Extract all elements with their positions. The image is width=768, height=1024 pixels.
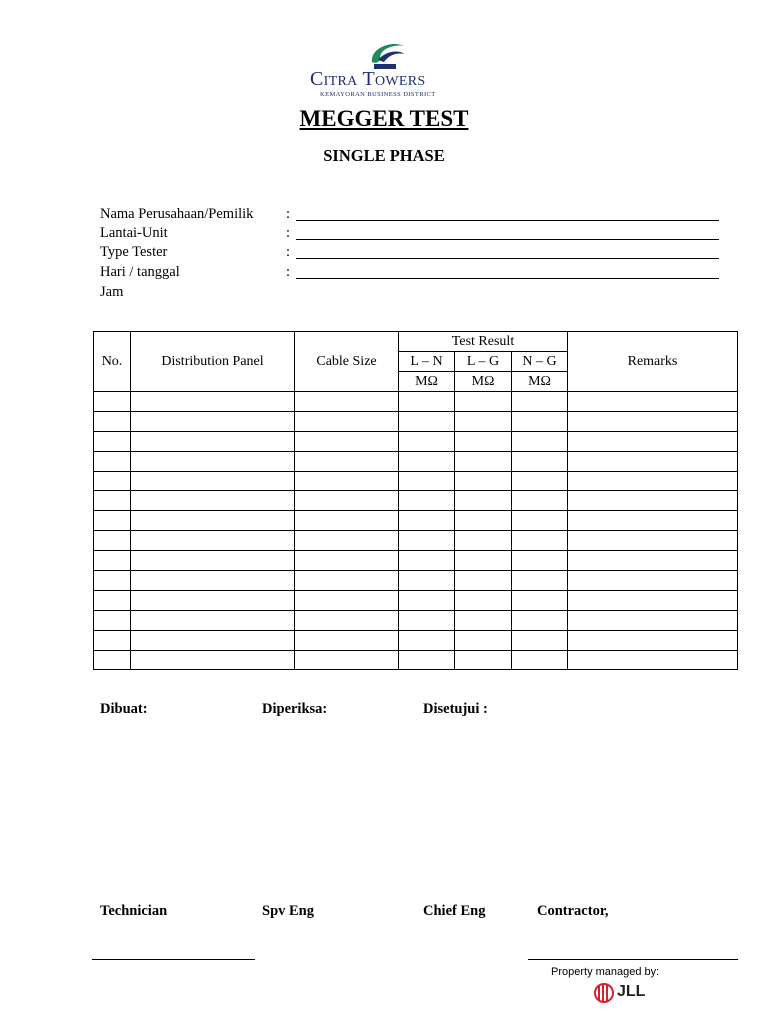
cell-remarks[interactable] <box>568 650 738 670</box>
cell-l-n[interactable] <box>399 411 455 431</box>
cell-cable[interactable] <box>295 451 399 471</box>
cell-cable[interactable] <box>295 610 399 630</box>
cell-remarks[interactable] <box>568 491 738 511</box>
cell-remarks[interactable] <box>568 392 738 412</box>
table-row <box>94 451 738 471</box>
cell-n-g[interactable] <box>512 650 568 670</box>
table-row <box>94 471 738 491</box>
cell-l-n[interactable] <box>399 571 455 591</box>
cell-l-g[interactable] <box>455 451 512 471</box>
table-row <box>94 551 738 571</box>
field-floor-unit-colon: : <box>286 225 291 241</box>
cell-no[interactable] <box>94 630 131 650</box>
cell-n-g[interactable] <box>512 610 568 630</box>
table-row <box>94 431 738 451</box>
cell-n-g[interactable] <box>512 551 568 571</box>
cell-no[interactable] <box>94 571 131 591</box>
cell-l-g[interactable] <box>455 630 512 650</box>
cell-panel[interactable] <box>131 610 295 630</box>
cell-no[interactable] <box>94 650 131 670</box>
cell-remarks[interactable] <box>568 531 738 551</box>
cell-remarks[interactable] <box>568 471 738 491</box>
cell-n-g[interactable] <box>512 451 568 471</box>
cell-l-n[interactable] <box>399 471 455 491</box>
table-row <box>94 511 738 531</box>
cell-l-n[interactable] <box>399 511 455 531</box>
header-distribution-panel: Distribution Panel <box>131 332 295 392</box>
header-l-n: L – N <box>399 352 455 372</box>
table-body <box>94 392 738 670</box>
cell-l-g[interactable] <box>455 471 512 491</box>
cell-cable[interactable] <box>295 511 399 531</box>
cell-cable[interactable] <box>295 630 399 650</box>
citra-towers-logo <box>300 38 468 104</box>
cell-no[interactable] <box>94 471 131 491</box>
logo-swirl-icon <box>372 44 404 69</box>
cell-n-g[interactable] <box>512 392 568 412</box>
cell-l-g[interactable] <box>455 392 512 412</box>
cell-n-g[interactable] <box>512 531 568 551</box>
field-date-label: Hari / tanggal <box>100 264 180 280</box>
cell-cable[interactable] <box>295 650 399 670</box>
cell-n-g[interactable] <box>512 571 568 591</box>
header-no: No. <box>94 332 131 392</box>
cell-cable[interactable] <box>295 471 399 491</box>
unit-l-g: MΩ <box>455 372 512 392</box>
cell-cable[interactable] <box>295 531 399 551</box>
cell-no[interactable] <box>94 451 131 471</box>
cell-l-g[interactable] <box>455 411 512 431</box>
cell-n-g[interactable] <box>512 630 568 650</box>
cell-panel[interactable] <box>131 650 295 670</box>
header-l-g: L – G <box>455 352 512 372</box>
cell-l-n[interactable] <box>399 630 455 650</box>
approval-made-by: Dibuat: <box>100 701 148 717</box>
cell-remarks[interactable] <box>568 571 738 591</box>
cell-remarks[interactable] <box>568 411 738 431</box>
signature-line-left <box>92 959 255 960</box>
cell-no[interactable] <box>94 531 131 551</box>
cell-panel[interactable] <box>131 431 295 451</box>
field-floor-unit-label: Lantai-Unit <box>100 225 168 241</box>
signature-line-right <box>528 959 738 960</box>
field-tester-type-colon: : <box>286 244 291 260</box>
cell-cable[interactable] <box>295 431 399 451</box>
cell-remarks[interactable] <box>568 431 738 451</box>
logo-wordmark: Citra Towers <box>310 68 426 90</box>
cell-l-n[interactable] <box>399 531 455 551</box>
cell-no[interactable] <box>94 610 131 630</box>
cell-panel[interactable] <box>131 411 295 431</box>
cell-panel[interactable] <box>131 511 295 531</box>
cell-no[interactable] <box>94 511 131 531</box>
document-title: MEGGER TEST <box>299 106 469 131</box>
unit-n-g: MΩ <box>512 372 568 392</box>
cell-l-n[interactable] <box>399 551 455 571</box>
logo-tagline: KEMAYORAN BUSINESS DISTRICT <box>320 91 436 98</box>
cell-n-g[interactable] <box>512 471 568 491</box>
cell-remarks[interactable] <box>568 610 738 630</box>
cell-cable[interactable] <box>295 551 399 571</box>
cell-panel[interactable] <box>131 590 295 610</box>
field-tester-type-line <box>296 258 719 259</box>
field-company-line <box>296 220 719 221</box>
header-cable-size: Cable Size <box>295 332 399 392</box>
cell-panel[interactable] <box>131 571 295 591</box>
cell-l-g[interactable] <box>455 650 512 670</box>
cell-remarks[interactable] <box>568 630 738 650</box>
cell-remarks[interactable] <box>568 551 738 571</box>
cell-l-n[interactable] <box>399 590 455 610</box>
cell-l-g[interactable] <box>455 610 512 630</box>
cell-cable[interactable] <box>295 411 399 431</box>
cell-l-n[interactable] <box>399 610 455 630</box>
cell-cable[interactable] <box>295 491 399 511</box>
approval-checked-by: Diperiksa: <box>262 701 328 717</box>
table-row <box>94 610 738 630</box>
header-remarks: Remarks <box>568 332 738 392</box>
header-n-g: N – G <box>512 352 568 372</box>
cell-panel[interactable] <box>131 551 295 571</box>
megger-test-table <box>93 331 738 670</box>
cell-l-g[interactable] <box>455 511 512 531</box>
cell-n-g[interactable] <box>512 590 568 610</box>
cell-panel[interactable] <box>131 630 295 650</box>
table-row <box>94 590 738 610</box>
cell-l-g[interactable] <box>455 491 512 511</box>
cell-remarks[interactable] <box>568 511 738 531</box>
cell-cable[interactable] <box>295 571 399 591</box>
jll-logo <box>593 982 653 1004</box>
cell-cable[interactable] <box>295 392 399 412</box>
field-date-line <box>296 278 719 279</box>
cell-l-g[interactable] <box>455 531 512 551</box>
field-company-label: Nama Perusahaan/Pemilik <box>100 206 254 222</box>
cell-panel[interactable] <box>131 491 295 511</box>
cell-no[interactable] <box>94 392 131 412</box>
unit-l-n: MΩ <box>399 372 455 392</box>
approval-approved-by: Disetujui : <box>423 701 488 717</box>
table-row <box>94 491 738 511</box>
cell-panel[interactable] <box>131 531 295 551</box>
cell-no[interactable] <box>94 431 131 451</box>
cell-l-g[interactable] <box>455 551 512 571</box>
role-technician: Technician <box>100 903 168 919</box>
cell-l-n[interactable] <box>399 392 455 412</box>
table-row <box>94 571 738 591</box>
cell-panel[interactable] <box>131 471 295 491</box>
cell-no[interactable] <box>94 551 131 571</box>
cell-l-g[interactable] <box>455 571 512 591</box>
cell-l-g[interactable] <box>455 590 512 610</box>
table-row <box>94 392 738 412</box>
cell-l-n[interactable] <box>399 451 455 471</box>
cell-l-g[interactable] <box>455 431 512 451</box>
cell-l-n[interactable] <box>399 431 455 451</box>
table-row <box>94 650 738 670</box>
cell-no[interactable] <box>94 411 131 431</box>
cell-no[interactable] <box>94 590 131 610</box>
cell-n-g[interactable] <box>512 431 568 451</box>
cell-n-g[interactable] <box>512 511 568 531</box>
field-time-label: Jam <box>100 284 124 300</box>
field-company-colon: : <box>286 206 291 222</box>
cell-panel[interactable] <box>131 392 295 412</box>
document-subtitle: SINGLE PHASE <box>323 146 445 165</box>
field-floor-unit-line <box>296 239 719 240</box>
role-contractor: Contractor, <box>537 903 609 919</box>
cell-l-n[interactable] <box>399 491 455 511</box>
cell-cable[interactable] <box>295 590 399 610</box>
role-spv-eng: Spv Eng <box>262 903 314 919</box>
jll-wordmark: JLL <box>617 983 646 1000</box>
field-date-colon: : <box>286 264 291 280</box>
cell-l-n[interactable] <box>399 650 455 670</box>
role-chief-eng: Chief Eng <box>423 903 486 919</box>
field-tester-type-label: Type Tester <box>100 244 168 260</box>
table-row <box>94 531 738 551</box>
cell-n-g[interactable] <box>512 491 568 511</box>
managed-by-text: Property managed by: <box>551 966 660 978</box>
cell-remarks[interactable] <box>568 590 738 610</box>
header-test-result: Test Result <box>399 332 568 352</box>
cell-no[interactable] <box>94 491 131 511</box>
table-row <box>94 630 738 650</box>
cell-remarks[interactable] <box>568 451 738 471</box>
table-row <box>94 411 738 431</box>
cell-panel[interactable] <box>131 451 295 471</box>
cell-n-g[interactable] <box>512 411 568 431</box>
